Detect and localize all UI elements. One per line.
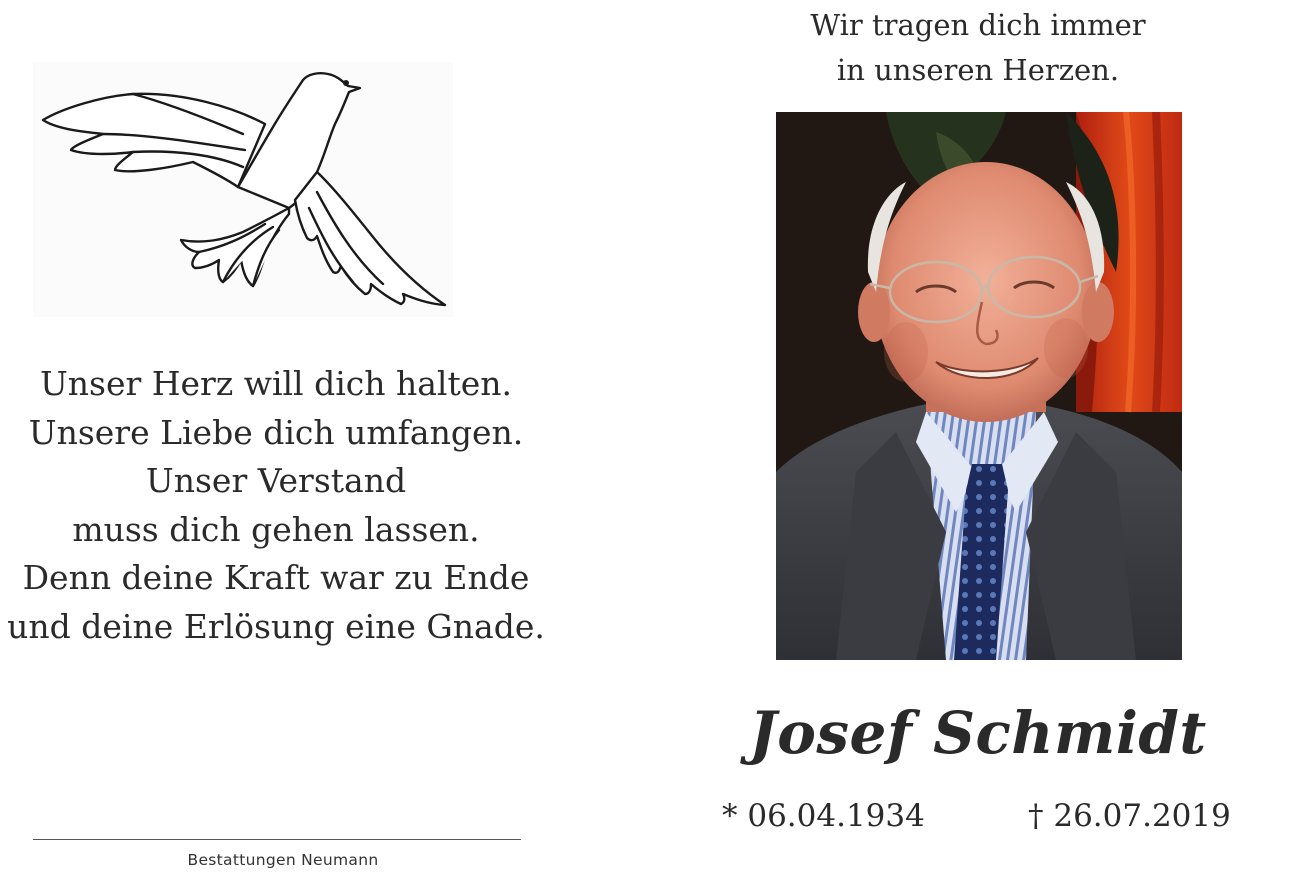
poem-line: Unsere Liebe dich umfangen. [28,412,524,452]
death-date: † 26.07.2019 [1028,798,1231,834]
birth-date: * 06.04.1934 [722,798,925,834]
footer-divider [33,839,521,840]
undertaker-name: Bestattungen Neumann [187,851,379,869]
poem-line: muss dich gehen lassen. [72,509,480,549]
portrait-photo [776,112,1182,660]
poem-line: Unser Herz will dich halten. [39,364,513,403]
right-panel [660,0,1296,882]
motto-line: in unseren Herzen. [836,53,1120,87]
poem-line: und deine Erlösung eine Gnade. [7,606,545,646]
poem-line: Denn deine Kraft war zu Ende [22,558,530,597]
motto-line: Wir tragen dich immer [810,8,1146,42]
left-panel [0,0,560,882]
poem [0,360,552,651]
poem-line: Unser Verstand [145,461,407,500]
motto [660,3,1296,93]
dove-icon [33,62,453,317]
deceased-name: Josef Schmidt [749,699,1207,767]
